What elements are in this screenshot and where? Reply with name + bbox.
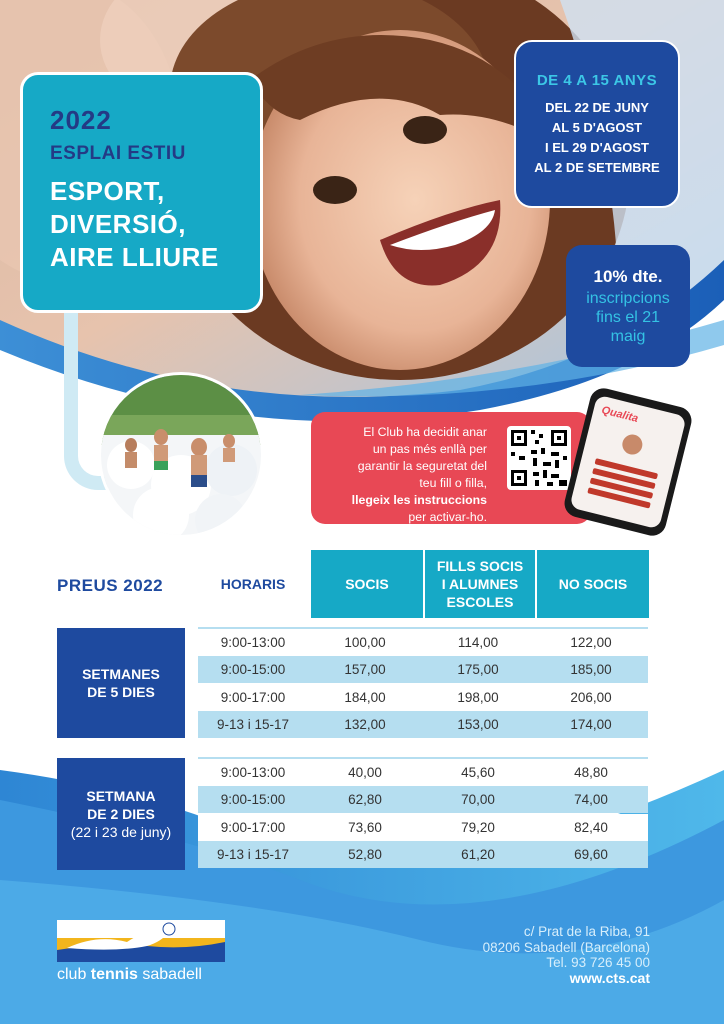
price-cell: 114,00 (457, 635, 499, 650)
safety-info-box (311, 412, 591, 524)
column-header-non-members: NO SOCIS (537, 550, 649, 618)
title-box (20, 72, 263, 313)
price-cell: 132,00 (344, 717, 386, 732)
age-range: DE 4 A 15 ANYS (536, 72, 658, 89)
table-row (198, 629, 648, 656)
date-line: AL 5 D'AGOST (551, 120, 643, 135)
schedule-cell: 9:00-17:00 (220, 690, 286, 705)
group-label-2-days (57, 758, 185, 870)
date-line: AL 2 DE SETEMBRE (534, 160, 660, 175)
table-row (198, 711, 648, 738)
group-label-line: (22 i 23 de juny) (70, 824, 172, 840)
prices-title: PREUS 2022 (57, 576, 164, 595)
price-cell: 157,00 (344, 662, 386, 677)
club-name (57, 966, 202, 984)
club-name-part: sabadell (137, 966, 202, 983)
price-cell: 122,00 (570, 635, 612, 650)
price-cell: 175,00 (457, 662, 499, 677)
price-cell: 48,80 (574, 765, 608, 780)
schedule-column-header: HORARIS (220, 576, 286, 592)
price-cell: 45,60 (461, 765, 495, 780)
website-link[interactable]: www.cts.cat (569, 970, 650, 986)
discount-line: maig (610, 328, 646, 345)
price-cell: 73,60 (348, 820, 382, 835)
table-row (198, 841, 648, 868)
group-label-5-days (57, 628, 185, 738)
price-cell: 70,00 (461, 792, 495, 807)
avatar (620, 432, 644, 456)
price-cell: 52,80 (348, 847, 382, 862)
group-label-line: DE 5 DIES (87, 684, 155, 700)
price-cell: 100,00 (344, 635, 386, 650)
column-header-members: SOCIS (311, 550, 423, 618)
address-city: 08206 Sabadell (Barcelona) (482, 940, 650, 955)
price-cell: 174,00 (570, 717, 612, 732)
schedule-cell: 9:00-17:00 (220, 820, 286, 835)
club-name-part: club (57, 966, 91, 983)
table-row (198, 684, 648, 711)
qr-code[interactable] (507, 426, 571, 490)
dates-box (514, 40, 680, 208)
price-cell: 184,00 (344, 690, 386, 705)
phone-number: Tel. 93 726 45 00 (546, 955, 650, 970)
date-line: I EL 29 D'AGOST (545, 140, 649, 155)
date-line: DEL 22 DE JUNY (545, 100, 649, 115)
price-cell: 69,60 (574, 847, 608, 862)
price-cell: 79,20 (461, 820, 495, 835)
campaign-subtitle: ESPLAI ESTIU (50, 143, 186, 164)
table-row (198, 759, 648, 786)
info-line: un pas més enllà per (372, 442, 487, 456)
foam-party-photo (98, 372, 264, 538)
safety-info-text (325, 424, 487, 526)
address-street: c/ Prat de la Riba, 91 (523, 924, 650, 939)
price-cell: 62,80 (348, 792, 382, 807)
discount-amount: 10% dte. (593, 267, 663, 286)
info-line: teu fill o filla, (419, 476, 487, 490)
schedule-cell: 9:00-15:00 (220, 792, 286, 807)
price-cell: 82,40 (574, 820, 608, 835)
phone-screen (569, 395, 686, 530)
info-line: El Club ha decidit anar (363, 425, 487, 439)
tagline-line: ESPORT, (50, 176, 165, 206)
schedule-cell: 9-13 i 15-17 (216, 847, 290, 862)
group-label-line: SETMANES (82, 666, 160, 682)
club-logo (57, 920, 225, 962)
price-cell: 198,00 (457, 690, 499, 705)
app-logo: Qualita (600, 404, 640, 425)
schedule-cell: 9:00-15:00 (220, 662, 286, 677)
info-line: per activar-ho. (408, 510, 487, 524)
tagline-line: AIRE LLIURE (50, 242, 219, 272)
table-row (198, 786, 648, 813)
group-label-line: DE 2 DIES (87, 806, 155, 822)
schedule-cell: 9:00-13:00 (220, 765, 286, 780)
price-cell: 153,00 (457, 717, 499, 732)
discount-line: inscripcions (586, 290, 670, 307)
info-line: llegeix les instruccions (351, 493, 487, 507)
campaign-tagline (50, 175, 260, 274)
price-cell: 40,00 (348, 765, 382, 780)
schedule-cell: 9-13 i 15-17 (216, 717, 290, 732)
group-label-line: SETMANA (86, 788, 156, 804)
price-cell: 61,20 (461, 847, 495, 862)
column-header-children-students: FILLS SOCIS I ALUMNES ESCOLES (425, 550, 535, 618)
schedule-cell: 9:00-13:00 (220, 635, 286, 650)
info-line: garantir la seguretat del (357, 459, 487, 473)
price-cell: 74,00 (574, 792, 608, 807)
campaign-year: 2022 (50, 105, 112, 135)
tagline-line: DIVERSIÓ, (50, 209, 186, 239)
discount-box (566, 245, 690, 367)
price-cell: 206,00 (570, 690, 612, 705)
table-row (198, 814, 648, 841)
club-name-bold: tennis (90, 966, 138, 983)
price-cell: 185,00 (570, 662, 612, 677)
discount-line: fins el 21 (595, 309, 661, 326)
table-row (198, 656, 648, 683)
